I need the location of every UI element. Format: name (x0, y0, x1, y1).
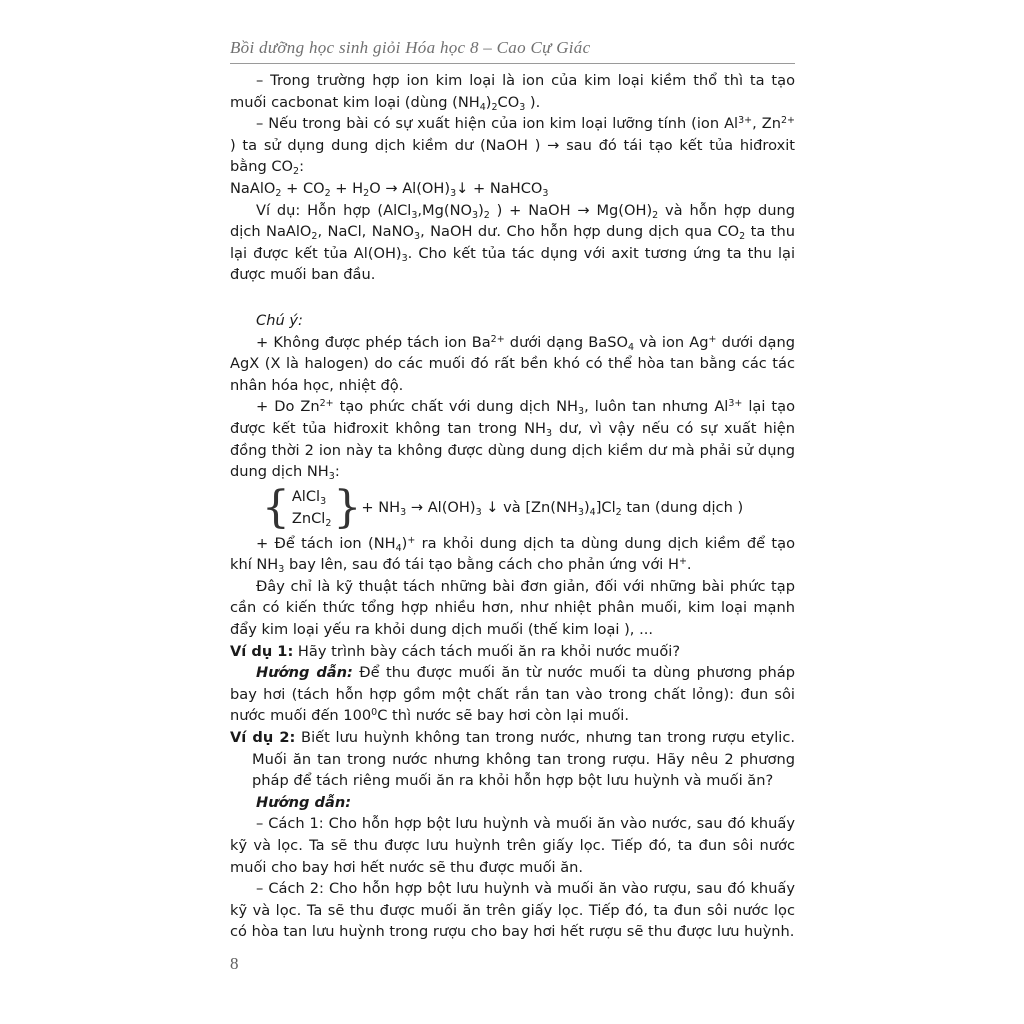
paragraph-alkaline-earth: – Trong trường hợp ion kim loại là ion của kim loại kiềm thổ thì ta tạo muối cacbonat kim loại (dùng $(NH_4)_2CO_3$ ). (230, 72, 795, 113)
note-heading: Chú ý: (256, 311, 303, 329)
page-number: 8 (230, 954, 239, 973)
paragraph-zn-al: + Do $Zn^{2+}$ tạo phức chất với dung dịch $NH_3$, luôn tan nhưng $Al^{3+}$ lại tạo được kết tủa hiđroxit không tan trong $NH_3$ dư, vì vậy nếu có sự xuất hiện đồng thời 2 ion này ta không được dùng dung dịch kiềm dư mà phải sử dụng dung dịch $NH_3$: (230, 398, 795, 483)
reactant-stack: AlCl$_3$ ZnCl$_2$ (291, 487, 332, 529)
guide-1: Hướng dẫn: Để thu được muối ăn từ nước muối ta dùng phương pháp bay hơi (tách hỗn hợp gồm một chất rắn tan vào trong chất lỏng): đun sôi nước muối đến $100^0C$ thì nước sẽ bay hơi còn lại muối. (230, 664, 795, 725)
equation-products: + $NH_3 \to Al(OH)_3$ ↓ và $[Zn(NH_3)_4]Cl_2$ tan (dung dịch ) (361, 498, 744, 518)
equation-naalo2: NaAlO$_2$ + $CO_2 + H_2O$ → $Al(OH)_3↓$ + NaHCO$_3$ (230, 179, 549, 199)
example-2: Ví dụ 2: Biết lưu huỳnh không tan trong nước, nhưng tan trong rượu etylic. Muối ăn tan trong nước nhưng không tan trong rượu. Hãy nêu 2 phương pháp để tách riêng muối ăn ra khỏi hỗn hợp bột lưu huỳnh và muối ăn? (230, 729, 795, 790)
left-brace-icon: { (261, 481, 290, 533)
header-rule (230, 63, 795, 64)
right-brace-icon: } (333, 481, 362, 533)
method-2: – Cách 2: Cho hỗn hợp bột lưu huỳnh và muối ăn vào rượu, sau đó khuấy kỹ và lọc. Ta sẽ thu được muối ăn trên giấy lọc. Tiếp đó, ta đun sôi nước lọc có hòa tan lưu huỳnh trong rượu cho bay hơi hết rượu sẽ thu được lưu huỳnh. (230, 880, 795, 941)
paragraph-ammonium: + Để tách ion $(NH_4)^+$ ra khỏi dung dịch ta dùng dung dịch kiềm để tạo khí $NH_3$ bay lên, sau đó tái tạo bằng cách cho phản ứng với H+. (230, 534, 796, 576)
paragraph-ba-ag: + Không được phép tách ion $Ba^{2+}$ dưới dạng BaSO$_4$ và ion Ag+ dưới dạng AgX (X là halogen) do các muối đó rất bền khó có thể hòa tan bằng các tác nhân hóa học, nhiệt độ. (230, 333, 796, 394)
method-1: – Cách 1: Cho hỗn hợp bột lưu huỳnh và muối ăn vào nước, sau đó khuấy kỹ và lọc. Ta sẽ thu được lưu huỳnh trên giấy lọc. Tiếp đó, ta đun sôi nước muối cho bay hơi hết nước sẽ thu được muối ăn. (230, 815, 795, 876)
paragraph-amphoteric: – Nếu trong bài có sự xuất hiện của ion kim loại lưỡng tính (ion $Al^{3+}$, $Zn^{2+}$ ) ta sử dụng dung dịch kiềm dư (NaOH ) → sau đó tái tạo kết tủa hiđroxit bằng $CO_2$: (230, 115, 795, 178)
running-header: Bồi dưỡng học sinh giỏi Hóa học 8 – Cao Cự Giác (230, 38, 591, 57)
paragraph-example-mixture: Ví dụ: Hỗn hợp ($AlCl_3,Mg(NO_3)_2$ ) + NaOH → $Mg(OH)_2$ và hỗn hợp dung dịch NaAlO$_2$, NaCl, NaNO$_3$, NaOH dư. Cho hỗn hợp dung dịch qua $CO_2$ ta thu lại được kết tủa $Al(OH)_3$. Cho kết tủa tác dụng với axit tương ứng ta thu lại được muối ban đầu. (230, 201, 796, 284)
spacer (230, 286, 795, 310)
guide-2-heading: Hướng dẫn: (256, 793, 352, 811)
example-1: Ví dụ 1: Hãy trình bày cách tách muối ăn ra khỏi nước muối? (230, 642, 681, 660)
page-body (230, 70, 795, 943)
equation-nh3-complex (230, 481, 795, 533)
paragraph-summary: Đây chỉ là kỹ thuật tách những bài đơn giản, đối với những bài phức tạp cần có kiến thức tổng hợp nhiều hơn, như nhiệt phân muối, kim loại mạnh đẩy kim loại yếu ra khỏi dung dịch muối (thế kim loại ), ... (230, 577, 795, 639)
